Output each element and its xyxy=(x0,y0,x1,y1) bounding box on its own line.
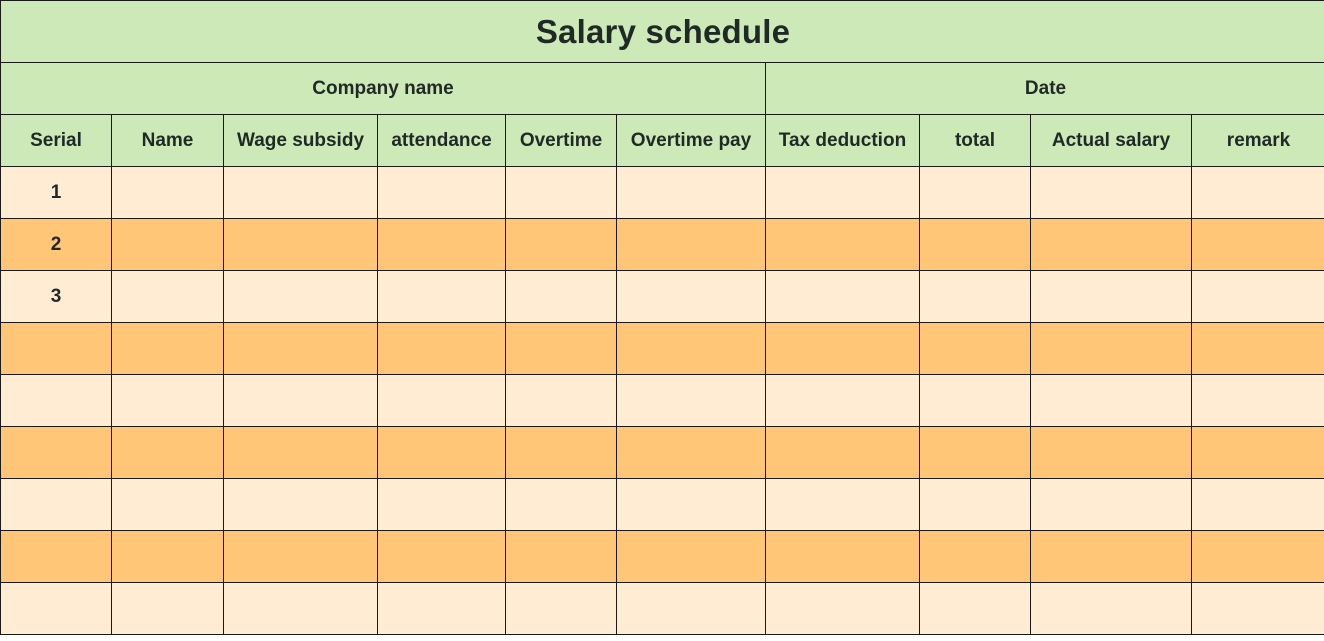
header-attendance[interactable]: attendance xyxy=(378,115,506,167)
cell-name[interactable] xyxy=(112,375,224,427)
cell-attendance[interactable] xyxy=(378,375,506,427)
cell-overtime-pay[interactable] xyxy=(617,531,766,583)
cell-actual-salary[interactable] xyxy=(1031,427,1192,479)
cell-total[interactable] xyxy=(920,219,1031,271)
date-cell[interactable]: Date xyxy=(766,63,1324,115)
table-row xyxy=(1,531,1324,583)
cell-overtime-pay[interactable] xyxy=(617,427,766,479)
cell-wage-subsidy[interactable] xyxy=(224,271,378,323)
cell-remark[interactable] xyxy=(1192,427,1324,479)
cell-remark[interactable] xyxy=(1192,167,1324,219)
cell-remark[interactable] xyxy=(1192,479,1324,531)
table-row xyxy=(1,375,1324,427)
cell-serial[interactable]: 2 xyxy=(1,219,112,271)
cell-attendance[interactable] xyxy=(378,323,506,375)
cell-wage-subsidy[interactable] xyxy=(224,583,378,635)
cell-name[interactable] xyxy=(112,271,224,323)
cell-overtime[interactable] xyxy=(506,167,617,219)
cell-tax-deduction[interactable] xyxy=(766,531,920,583)
cell-total[interactable] xyxy=(920,323,1031,375)
cell-name[interactable] xyxy=(112,479,224,531)
company-name-cell[interactable]: Company name xyxy=(1,63,766,115)
cell-wage-subsidy[interactable] xyxy=(224,167,378,219)
cell-wage-subsidy[interactable] xyxy=(224,531,378,583)
cell-overtime[interactable] xyxy=(506,271,617,323)
cell-overtime-pay[interactable] xyxy=(617,219,766,271)
cell-attendance[interactable] xyxy=(378,219,506,271)
cell-wage-subsidy[interactable] xyxy=(224,427,378,479)
cell-tax-deduction[interactable] xyxy=(766,583,920,635)
cell-name[interactable] xyxy=(112,167,224,219)
cell-actual-salary[interactable] xyxy=(1031,531,1192,583)
cell-serial[interactable]: 1 xyxy=(1,167,112,219)
cell-total[interactable] xyxy=(920,479,1031,531)
table-body xyxy=(1,167,1324,635)
table-title[interactable]: Salary schedule xyxy=(1,1,1324,63)
cell-overtime[interactable] xyxy=(506,375,617,427)
cell-total[interactable] xyxy=(920,375,1031,427)
cell-overtime[interactable] xyxy=(506,219,617,271)
cell-total[interactable] xyxy=(920,167,1031,219)
table-row xyxy=(1,271,1324,323)
cell-name[interactable] xyxy=(112,219,224,271)
cell-remark[interactable] xyxy=(1192,583,1324,635)
cell-attendance[interactable] xyxy=(378,531,506,583)
cell-overtime-pay[interactable] xyxy=(617,583,766,635)
cell-name[interactable] xyxy=(112,531,224,583)
cell-overtime-pay[interactable] xyxy=(617,271,766,323)
cell-remark[interactable] xyxy=(1192,323,1324,375)
cell-remark[interactable] xyxy=(1192,219,1324,271)
header-tax-deduction[interactable]: Tax deduction xyxy=(766,115,920,167)
cell-wage-subsidy[interactable] xyxy=(224,323,378,375)
cell-tax-deduction[interactable] xyxy=(766,479,920,531)
table-row xyxy=(1,219,1324,271)
cell-serial[interactable] xyxy=(1,531,112,583)
cell-tax-deduction[interactable] xyxy=(766,323,920,375)
cell-wage-subsidy[interactable] xyxy=(224,479,378,531)
cell-actual-salary[interactable] xyxy=(1031,167,1192,219)
cell-overtime[interactable] xyxy=(506,531,617,583)
header-serial[interactable]: Serial xyxy=(1,115,112,167)
cell-overtime[interactable] xyxy=(506,427,617,479)
table-row xyxy=(1,479,1324,531)
cell-tax-deduction[interactable] xyxy=(766,427,920,479)
header-overtime-pay[interactable]: Overtime pay xyxy=(617,115,766,167)
cell-overtime[interactable] xyxy=(506,583,617,635)
header-remark[interactable]: remark xyxy=(1192,115,1324,167)
cell-tax-deduction[interactable] xyxy=(766,271,920,323)
cell-wage-subsidy[interactable] xyxy=(224,219,378,271)
cell-total[interactable] xyxy=(920,531,1031,583)
cell-name[interactable] xyxy=(112,323,224,375)
cell-serial[interactable]: 3 xyxy=(1,271,112,323)
cell-overtime-pay[interactable] xyxy=(617,323,766,375)
cell-overtime-pay[interactable] xyxy=(617,167,766,219)
cell-actual-salary[interactable] xyxy=(1031,375,1192,427)
cell-tax-deduction[interactable] xyxy=(766,167,920,219)
cell-actual-salary[interactable] xyxy=(1031,271,1192,323)
cell-tax-deduction[interactable] xyxy=(766,219,920,271)
title-row xyxy=(1,1,1324,63)
cell-actual-salary[interactable] xyxy=(1031,583,1192,635)
cell-attendance[interactable] xyxy=(378,167,506,219)
cell-serial[interactable] xyxy=(1,375,112,427)
header-actual-salary[interactable]: Actual salary xyxy=(1031,115,1192,167)
header-overtime[interactable]: Overtime xyxy=(506,115,617,167)
column-header-row xyxy=(1,115,1324,167)
cell-overtime-pay[interactable] xyxy=(617,479,766,531)
cell-actual-salary[interactable] xyxy=(1031,323,1192,375)
table-row xyxy=(1,427,1324,479)
cell-serial[interactable] xyxy=(1,427,112,479)
header-name[interactable]: Name xyxy=(112,115,224,167)
cell-attendance[interactable] xyxy=(378,479,506,531)
cell-tax-deduction[interactable] xyxy=(766,375,920,427)
cell-total[interactable] xyxy=(920,427,1031,479)
cell-serial[interactable] xyxy=(1,479,112,531)
cell-attendance[interactable] xyxy=(378,271,506,323)
cell-attendance[interactable] xyxy=(378,583,506,635)
cell-total[interactable] xyxy=(920,271,1031,323)
cell-overtime-pay[interactable] xyxy=(617,375,766,427)
cell-remark[interactable] xyxy=(1192,531,1324,583)
cell-remark[interactable] xyxy=(1192,375,1324,427)
cell-remark[interactable] xyxy=(1192,271,1324,323)
cell-total[interactable] xyxy=(920,583,1031,635)
table-row xyxy=(1,323,1324,375)
cell-actual-salary[interactable] xyxy=(1031,479,1192,531)
cell-serial[interactable] xyxy=(1,583,112,635)
cell-overtime[interactable] xyxy=(506,479,617,531)
cell-serial[interactable] xyxy=(1,323,112,375)
group-row xyxy=(1,63,1324,115)
cell-name[interactable] xyxy=(112,583,224,635)
header-wage-subsidy[interactable]: Wage subsidy xyxy=(224,115,378,167)
table-row xyxy=(1,583,1324,635)
cell-wage-subsidy[interactable] xyxy=(224,375,378,427)
cell-attendance[interactable] xyxy=(378,427,506,479)
cell-name[interactable] xyxy=(112,427,224,479)
table-row xyxy=(1,167,1324,219)
header-total[interactable]: total xyxy=(920,115,1031,167)
cell-actual-salary[interactable] xyxy=(1031,219,1192,271)
cell-overtime[interactable] xyxy=(506,323,617,375)
